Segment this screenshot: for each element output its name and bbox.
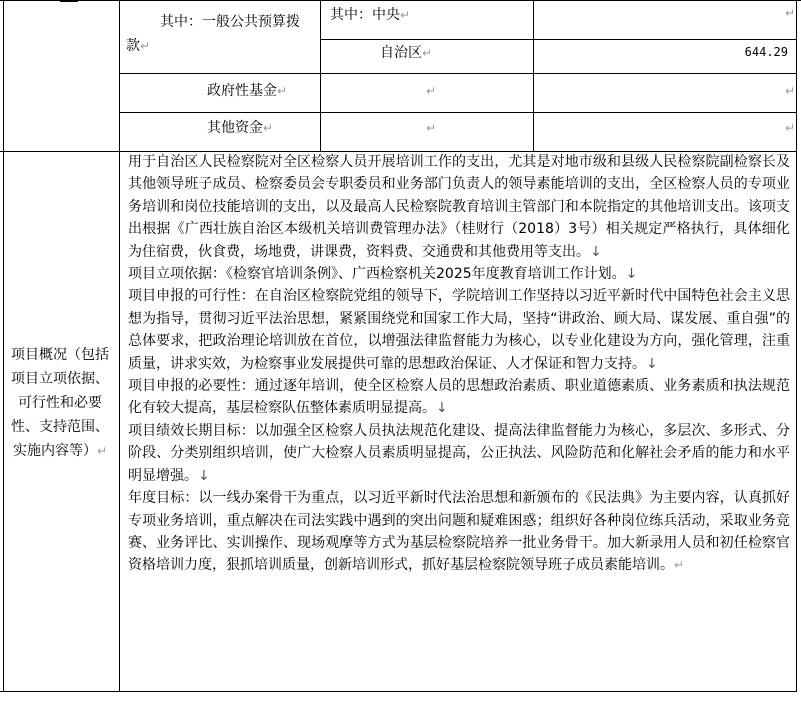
overview-paragraph: 项目立项依据：《检察官培训条例》、广西检察机关2025年度教育培训工作计划。↓ [128,266,638,283]
col-divider-3 [533,0,534,152]
general-budget-label-line1: 其中：一般公共预算拨 [160,14,300,30]
other-funds-value-return: ↵ [785,121,796,135]
row-divider-region [119,73,796,74]
other-funds-central-return: ↵ [426,121,437,135]
col-divider-1 [119,0,120,692]
other-funds-label: 其他资金↵ [207,120,274,136]
col-divider-2 [320,0,321,152]
overview-paragraph: 项目申报的可行性：在自治区检察院党组的领导下，学院培训工作坚持以习近平新时代中国特色社会主义思想为指导，贯彻习近平法治思想，紧紧围绕党和国家工作大局，坚持“讲政治、顾大局、谋发展、重自强”的总体要求，把政治理论培训放在首位，以增强法律监督能力为核心，以专业化建设为方向，强化管理，注重质量，讲求实效，为检察事业发展提供可靠的思想政治保证、人才保证和智力支持。↓ [128,288,790,372]
overview-paragraph: 用于自治区人民检察院对全区检察人员开展培训工作的支出，尤其是对地市级和县级人民检察院副检察长及其他领导班子成员、检察委员会专职委员和业务部门负责人的领导素能培训的支出，全区检察人员的专项业务培训和岗位技能培训的支出，以及最高人民检察院教育培训主管部门和本院指定的其他培训支出。该项支出根据《广西壮族自治区本级机关培训费管理办法》（桂财行（2018）3号）相关规定严格执行，具体细化为住宿费，伙食费，场地费，讲课费，资料费、交通费和其他费用等支出。↓ [128,154,790,260]
border-right [796,0,797,692]
gov-fund-label: 政府性基金↵ [207,83,288,99]
central-value-return: ↵ [785,6,796,20]
overview-paragraph: 年度目标：以一线办案骨干为重点，以习近平新时代法治思想和新颁布的《民法典》为主要内容，认真抓好专项业务培训，重点解决在司法实践中遇到的突出问题和疑难困惑；组织好各种岗位练兵活动，采取业务竞赛、业务评比、实训操作、现场观摩等方式为基层检察院培养一批业务骨干。加大新录用人员和初任检察官资格培训力度，狠抓培训质量，创新培训形式，抓好基层检察院领导班子成员素能培训。↵ [128,490,790,574]
overview-content [128,151,790,577]
gov-fund-value-return: ↵ [785,84,796,98]
row-divider-govfund [119,112,796,113]
region-label: 自治区↵ [380,45,433,61]
gov-fund-central-return: ↵ [426,84,437,98]
row-divider-central [320,39,796,40]
overview-paragraph: 项目申报的必要性：通过逐年培训，使全区检察人员的思想政治素质、职业道德素质、业务素质和执法规范化有较大提高，基层检察队伍整体素质明显提高。↓ [128,378,790,417]
overview-label: 项目概况（包括项目立项依据、可行性和必要性、支持范围、实施内容等）↵ [11,347,109,459]
central-label: 其中：中央↵ [330,7,411,23]
overview-paragraph: 项目绩效长期目标：以加强全区检察人员执法规范化建设、提高法律监督能力为核心，多层次、多形式、分阶段、分类别组织培训，使广大检察人员素质明显提高，公正执法、风险防范和化解社会矛盾的能力和水平明显增强。↓ [128,422,790,484]
border-top [0,0,801,1]
region-value: 644.29 [744,45,788,59]
general-budget-label-line2: 款↵ [126,38,151,54]
border-left [3,0,4,692]
